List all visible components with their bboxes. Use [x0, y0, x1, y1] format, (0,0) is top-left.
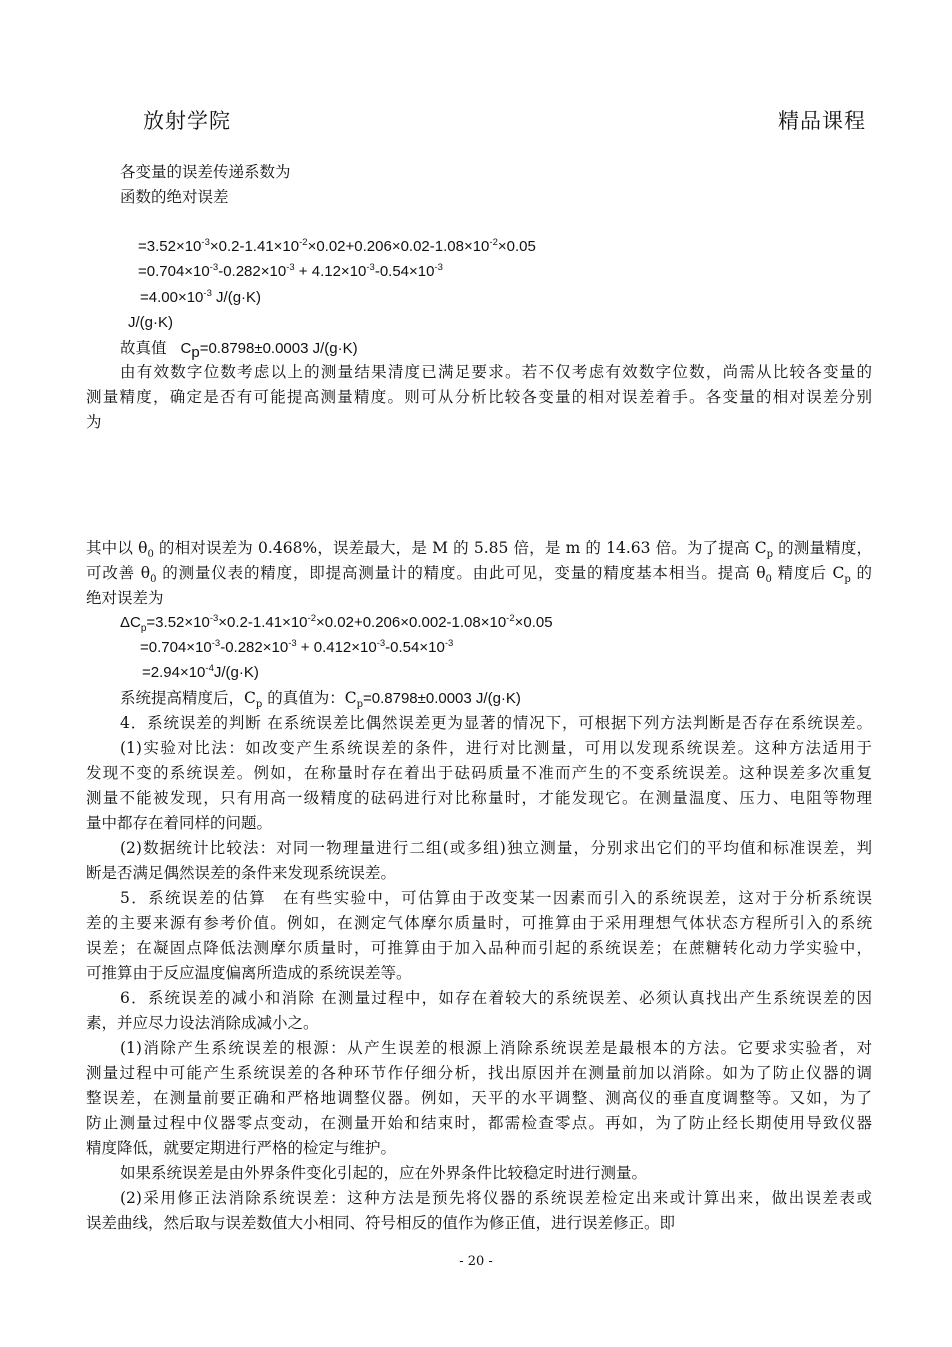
- paragraph-line: 精度降低，就要定期进行严格的检定与维护。: [86, 1139, 397, 1157]
- paragraph-line: 测量精度，确定是否有可能提高测量精度。则可从分析比较各变量的相对误差着手。各变量的相对误差分别: [86, 388, 872, 406]
- equation-line: $=0.704\times 10^{-3}-0.282\times 10^{-3} + 0.412\times 10^{-3}-0.54\times 10^{-3}$: [140, 638, 454, 656]
- paragraph-line: 误差；在凝固点降低法测摩尔质量时，可推算由于加入品种而引起的系统误差；在蔗糖转化动力学实验中，: [86, 939, 872, 957]
- paragraph-line: 可改善 $\theta_0$ 的测量仪表的精度，即提高测量计的精度。由此可见，变量的精度基本相当。提高 $\theta_0$ 精度后 $C_p$ 的: [86, 564, 872, 585]
- paragraph-line: 测量不能被发现，只有用高一级精度的砝码进行对比称量时，才能发现它。在测量温度、压力、电阻等物理: [86, 789, 872, 807]
- paragraph-line: 测量过程中可能产生系统误差的各种环节作仔细分析，找出原因并在测量前加以消除。如为了防止仪器的调: [86, 1064, 872, 1082]
- true-value-line: 故真值 $C_p=0.8798\pm 0.0003$ J/(g·K): [120, 339, 358, 361]
- text-line: 各变量的误差传递系数为: [120, 163, 291, 181]
- paragraph-line: 发现不变的系统误差。例如，在称量时存在着出于砝码质量不准而产生的不变系统误差。这种误差多次重复: [86, 764, 872, 782]
- paragraph-line: 由有效数字位数考虑以上的测量结果清度已满足要求。若不仅考虑有效数字位数，尚需从比较各变量的: [120, 363, 872, 381]
- paragraph-line: 为: [86, 413, 102, 431]
- paragraph-line: 断是否满足偶然误差的条件来发现系统误差。: [86, 864, 397, 882]
- paragraph-line: 量中都存在着同样的问题。: [86, 814, 273, 832]
- paragraph-line: 如果系统误差是由外界条件变化引起的，应在外界条件比较稳定时进行测量。: [120, 1164, 648, 1182]
- section-heading: 4．系统误差的判断 在系统误差比偶然误差更为显著的情况下，可根据下列方法判断是否存在系统误差。: [120, 714, 872, 732]
- paragraph-line: 其中以 $\theta_0$ 的相对误差为 0.468%，误差最大，是 M 的 5.85 倍，是 m 的 14.63 倍。为了提高 $C_p$ 的测量精度，: [86, 539, 872, 560]
- section-heading: 5．系统误差的估算 在有些实验中，可估算由于改变某一因素而引入的系统误差，这对于分析系统误: [120, 889, 872, 907]
- paragraph-line: (1)消除产生系统误差的根源：从产生误差的根源上消除系统误差是最根本的方法。它要求实验者，对: [120, 1039, 872, 1057]
- text-line: 系统提高精度后，$C_p$ 的真值为：$C_p=0.8798\pm 0.0003$ J/(g·K): [120, 689, 521, 710]
- equation-line: $=4.00\times 10^{-3}$ J/(g·K): [140, 288, 262, 306]
- header-left: 放射学院: [143, 109, 231, 133]
- paragraph-line: 误差曲线，然后取与误差数值大小相同、符号相反的值作为修正值，进行误差修正。即: [86, 1214, 676, 1232]
- paragraph-line: 绝对误差为: [86, 589, 164, 607]
- paragraph-line: 整误差，在测量前要正确和严格地调整仪器。例如，天平的水平调整、测高仪的垂直度调整等。又如，为了: [86, 1089, 872, 1107]
- equation-line: $=2.94\times 10^{-4}J/(g\cdot K)$: [142, 663, 259, 681]
- paragraph-line: 防止测量过程中仪器零点变动，在测量开始和结束时，都需检查零点。再如，为了防止经长期使用导致仪器: [86, 1114, 872, 1132]
- equation-line: $=3.52\times 10^{-3}\times 0.2-1.41\times 10^{-2}\times 0.02+0.206\times 0.02-1.08\times 10^{-2}\times 0.05$: [138, 237, 536, 255]
- equation-line: $=0.704\times 10^{-3}-0.282\times 10^{-3} + 4.12\times 10^{-3}-0.54\times 10^{-3}$: [138, 262, 443, 280]
- header-right: 精品课程: [778, 109, 866, 133]
- paragraph-line: (2)数据统计比较法：对同一物理量进行二组(或多组)独立测量，分别求出它们的平均值和标准误差，判: [120, 839, 872, 857]
- page-number: - 20 -: [459, 1254, 493, 1269]
- text-line: 函数的绝对误差: [120, 188, 229, 206]
- paragraph-line: 素，并应尽力设法消除成减小之。: [86, 1014, 319, 1032]
- paragraph-line: 差的主要来源有参考价值。例如，在测定气体摩尔质量时，可推算由于采用理想气体状态方程所引入的系统: [86, 914, 872, 932]
- equation-line: $\Delta C_p=3.52\times 10^{-3}\times 0.2-1.41\times 10^{-2}\times 0.02+0.206\times 0.002-1.08\times 10^{-2}\times 0.05$: [120, 613, 553, 634]
- equation-line: J/(g·K): [128, 314, 173, 331]
- section-heading: 6．系统误差的减小和消除 在测量过程中，如存在着较大的系统误差、必须认真找出产生系统误差的因: [120, 989, 872, 1007]
- paragraph-line: (1)实验对比法：如改变产生系统误差的条件，进行对比测量，可用以发现系统误差。这种方法适用于: [120, 739, 872, 757]
- paragraph-line: 可推算由于反应温度偏离所造成的系统误差等。: [86, 964, 412, 982]
- paragraph-line: (2)采用修正法消除系统误差：这种方法是预先将仪器的系统误差检定出来或计算出来，做出误差表或: [120, 1189, 872, 1207]
